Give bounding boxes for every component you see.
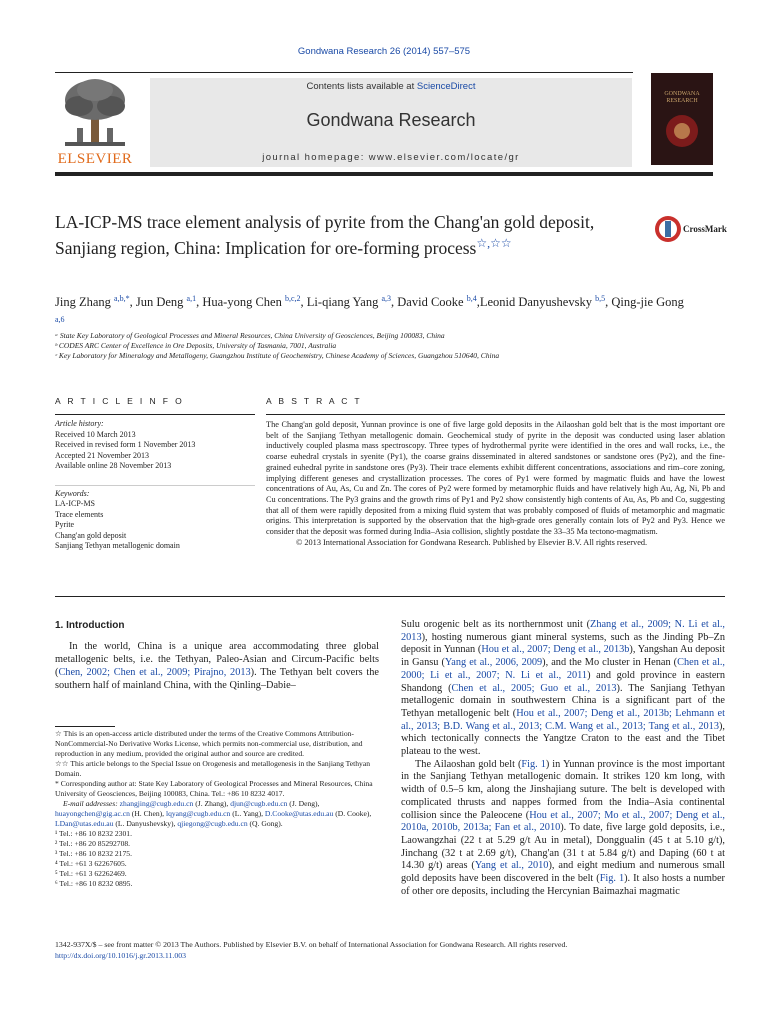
- text-run: Sulu orogenic belt as its northernmost unit (: [401, 619, 591, 630]
- author-affiliation-marker[interactable]: a,1: [186, 294, 197, 303]
- email-owner: (L. Danyushevsky),: [113, 819, 178, 828]
- intro-left-column: [55, 619, 379, 692]
- keyword: LA-ICP-MS: [55, 499, 96, 508]
- email-owner: (J. Zhang),: [193, 799, 231, 808]
- text-run: ) and gold province in eastern Shandong (: [401, 669, 725, 694]
- author-name[interactable]: Jun Deng: [135, 295, 184, 310]
- citation-link[interactable]: Hou et al., 2007; Deng et al., 2013b; Lehmann et al., 2013; B.D. Wang et al., 2013; C.M. Wang et al., 2013; Tang et al., 2013: [401, 707, 725, 732]
- article-info-divider: [55, 414, 255, 415]
- citation-link[interactable]: Chen et al., 2005; Guo et al., 2013: [451, 682, 617, 694]
- author-name[interactable]: Hua-yong Chen: [202, 295, 282, 310]
- email-owner: (D. Cooke),: [333, 809, 372, 818]
- text-run: ), hosting numerous giant mineral systems, such as the Jinding Pb–Zn deposit in Yunnan (: [401, 631, 725, 656]
- author-separator: ,: [391, 295, 398, 310]
- crossmark-badge[interactable]: [654, 215, 729, 245]
- footnote-tel: ⁵ Tel.: +61 3 62262469.: [55, 869, 127, 878]
- intro-paragraph: [55, 640, 379, 692]
- footnote-tel: ⁴ Tel.: +61 3 62267605.: [55, 859, 127, 868]
- author-affiliation-marker[interactable]: b,5: [595, 294, 606, 303]
- intro-right-column: [401, 619, 725, 898]
- history-revised: Received in revised form 1 November 2013: [55, 440, 196, 449]
- cover-art-icon: [651, 73, 713, 165]
- elsevier-wordmark: ELSEVIER: [57, 151, 133, 167]
- footnote-tel: ¹ Tel.: +86 10 8232 2301.: [55, 829, 132, 838]
- history-received: Received 10 March 2013: [55, 429, 136, 439]
- text-run: ), which tectonically connects the Yangtze Craton to the east and the Tibet plateau to the west.: [401, 720, 725, 758]
- header-divider: [55, 72, 633, 73]
- author-affiliation-marker[interactable]: a,b,*: [114, 294, 130, 303]
- abstract-divider: [266, 414, 725, 415]
- crossmark-icon: [654, 215, 682, 243]
- crossmark-label: CrossMark: [683, 224, 727, 234]
- author-separator: ,: [196, 295, 203, 310]
- author-list: [55, 290, 695, 332]
- affiliation-c: ᶜ Key Laboratory for Mineralogy and Metallogeny, Guangzhou Institute of Geochemistry, Chinese Academy of Sciences, Guangzhou 510640, China: [55, 351, 500, 360]
- email-owner: (J. Deng),: [287, 799, 320, 808]
- citation-link[interactable]: Yang et al., 2010: [474, 860, 549, 872]
- email-owner: (L. Yang),: [230, 809, 265, 818]
- footnote-tel: ⁶ Tel.: +86 10 8232 0895.: [55, 879, 133, 888]
- author-name[interactable]: Leonid Danyushevsky: [479, 295, 592, 310]
- author-separator: ,: [605, 295, 612, 310]
- author-separator: ,: [300, 295, 307, 310]
- keyword: Chang'an gold deposit: [55, 530, 127, 540]
- footnote-divider: [55, 726, 115, 727]
- abstract-body: [266, 420, 725, 548]
- citation-link[interactable]: Hou et al., 2007; Deng et al., 2013b: [481, 644, 630, 656]
- author-separator: ,: [476, 295, 480, 310]
- journal-citation[interactable]: Gondwana Research 26 (2014) 557–575: [297, 46, 471, 57]
- sciencedirect-link[interactable]: ScienceDirect: [416, 81, 476, 92]
- email-owner: (Q. Gong).: [247, 819, 283, 828]
- footnote-corresponding: * Corresponding author at: State Key Laboratory of Geological Processes and Mineral Resources, China University of Geosciences, Beijing 100083, China. Tel.: +86 10 8232 4017.: [55, 779, 373, 798]
- article-title-text: LA-ICP-MS trace element analysis of pyrite from the Chang'an gold deposit, Sanjiang region, China: Implication for ore-forming process: [55, 212, 595, 258]
- author-name[interactable]: David Cooke: [397, 295, 464, 310]
- affiliations: [55, 331, 655, 361]
- author-name[interactable]: Qing-jie Gong: [611, 295, 684, 310]
- title-footnote-marks[interactable]: ☆,☆☆: [476, 236, 512, 250]
- bottom-info: [55, 939, 725, 961]
- citation-link[interactable]: Chen et al., 2000; Li et al., 2007; N. Li et al., 2011: [401, 657, 725, 681]
- email-link[interactable]: D.Cooke@utas.edu.au: [264, 809, 334, 818]
- journal-homepage[interactable]: journal homepage: www.elsevier.com/locate/gr: [262, 152, 520, 163]
- footnote-tel: ³ Tel.: +86 10 8232 2175.: [55, 849, 132, 858]
- issn-line: 1342-937X/$ – see front matter © 2013 The Authors. Published by Elsevier B.V. on behalf of International Association for Gondwana Research. All rights reserved.: [55, 940, 568, 949]
- author-separator: ,: [129, 295, 136, 310]
- keyword: Pyrite: [55, 520, 75, 529]
- author-name[interactable]: Jing Zhang: [55, 295, 111, 310]
- text-run: ). The Tethyan belt covers the southern half of mainland China, with the Qinling–Dabie–: [55, 667, 379, 691]
- abstract-copyright: © 2013 International Association for Gondwana Research. Published by Elsevier B.V. All rights reserved.: [296, 537, 648, 547]
- history-accepted: Accepted 21 November 2013: [55, 450, 149, 460]
- journal-title: Gondwana Research: [306, 110, 476, 130]
- text-run: In the world, China is a unique area accommodating three global metallogenic belts, i.e. the Tethyan, Paleo-Asian and Circum-Pacific belts (: [55, 641, 379, 678]
- citation-link[interactable]: Chen, 2002; Chen et al., 2009; Pirajno, 2013: [58, 667, 251, 678]
- affiliation-a: ᵃ State Key Laboratory of Geological Processes and Mineral Resources, China University of Geosciences, Beijing 100083, China: [55, 331, 445, 340]
- text-run: The Ailaoshan gold belt (: [415, 758, 522, 770]
- email-link[interactable]: qjiegong@cugb.edu.cn: [177, 819, 248, 828]
- right-paragraph-1: [401, 619, 725, 759]
- doi-link[interactable]: http://dx.doi.org/10.1016/j.gr.2013.11.003: [55, 951, 187, 960]
- figure-link[interactable]: Fig. 1: [521, 758, 546, 770]
- author-affiliation-marker[interactable]: a,3: [381, 294, 392, 303]
- footnote-special-issue: ☆☆ This article belongs to the Special Issue on Orogenesis and metallogenesis in the Sanjiang Tethyan Domain.: [55, 759, 371, 778]
- email-label: E-mail addresses:: [63, 799, 120, 808]
- text-run: ). The Sanjiang Tethyan metallogenic domain in southwestern China is a significant part of the Tethyan metallogenic belt (: [401, 682, 725, 719]
- article-info-heading: A R T I C L E I N F O: [55, 396, 185, 406]
- article-title: [55, 212, 615, 259]
- email-link[interactable]: lqyang@cugb.edu.cn: [165, 809, 231, 818]
- footnotes: [55, 729, 380, 889]
- elsevier-tree-icon: [55, 76, 135, 150]
- footnote-emails: [55, 799, 380, 829]
- journal-cover-thumbnail[interactable]: [651, 73, 713, 165]
- author-affiliation-marker[interactable]: b,4: [466, 294, 477, 303]
- author-affiliation-marker[interactable]: a,6: [55, 315, 65, 325]
- elsevier-logo: [55, 76, 135, 168]
- text-run: ) in Yunnan province is the most important in the Sanjiang Tethyan metallogenic domain. It strikes 120 km long, with width of 0.5–5 km, along the Jinshajiang suture. The belt is developed with complicated thrusts and nappes formed from the India–Asia continental collision since the Paleocene (: [401, 758, 725, 821]
- keyword: Trace elements: [55, 509, 104, 519]
- footnote-open-access: ☆ This is an open-access article distributed under the terms of the Creative Commons Attribution-NonCommercial-No Derivative Works License, which permits non-commercial use, distribution, and reproduction in any medium, provided the original author and source are credited.: [55, 729, 363, 758]
- email-link[interactable]: LDan@utas.edu.au: [55, 819, 114, 828]
- abstract-heading: A B S T R A C T: [266, 396, 363, 406]
- text-run: ), Yangshan Au deposit in Gansu (: [401, 644, 725, 669]
- affiliation-b: ᵇ CODES ARC Center of Excellence in Ore Deposits, University of Tasmania, 7001, Australia: [55, 341, 337, 350]
- contents-prefix: Contents lists available at: [306, 81, 417, 92]
- figure-link[interactable]: Fig. 1: [599, 873, 625, 885]
- front-matter-divider: [55, 596, 725, 597]
- email-link[interactable]: djun@cugb.edu.cn: [230, 799, 288, 808]
- citation-link[interactable]: Yang et al., 2006, 2009: [444, 657, 543, 669]
- journal-banner: [150, 78, 632, 167]
- text-run: ), and the Mo cluster in Henan (: [542, 657, 678, 669]
- author-name[interactable]: Li-qiang Yang: [306, 295, 379, 310]
- cover-title: GONDWANA RESEARCH: [664, 91, 700, 104]
- author-affiliation-marker[interactable]: b,c,2: [284, 294, 301, 303]
- footnote-tel: ² Tel.: +86 20 85292708.: [55, 839, 131, 848]
- contents-line: [150, 81, 632, 92]
- email-owner: (H. Chen),: [129, 809, 166, 818]
- citation-link[interactable]: Zhang et al., 2009; N. Li et al., 2013: [401, 619, 725, 643]
- keywords-label: Keywords:: [55, 488, 90, 498]
- right-paragraph-2: [401, 759, 725, 899]
- citation-link[interactable]: Hou et al., 2007; Mo et al., 2007; Deng et al., 2010a, 2010b, 2013a; Fan et al., 2010: [401, 809, 725, 834]
- text-run: ). It also hosts a number of other ore deposits, including the Hercynian Baimazhai magmatic: [401, 873, 725, 897]
- article-info-separator: [55, 485, 255, 486]
- history-label: Article history:: [55, 419, 104, 428]
- text-run: ), and eight medium and numerous small gold deposits have been discovered in the belt (: [401, 860, 725, 885]
- text-run: ). To date, five large gold deposits, i.e., Laowangzhai (22 t at 5.29 g/t Au in metal), Donggualin (45 t at 5.10 g/t), Jinchang (32 t at 2.69 g/t), Chang'an (31 t at 5.84 g/t) and Daping (60 t at 14.30 g/t) areas (: [401, 822, 725, 872]
- header-thick-divider: [55, 172, 713, 176]
- history-online: Available online 28 November 2013: [55, 461, 172, 470]
- email-link[interactable]: huayongchen@gig.ac.cn: [55, 809, 130, 818]
- keyword: Sanjiang Tethyan metallogenic domain: [55, 541, 180, 550]
- intro-heading: 1. Introduction: [55, 620, 125, 631]
- email-link[interactable]: zhangjing@cugb.edu.cn: [119, 799, 194, 808]
- abstract-paragraph: The Chang'an gold deposit, Yunnan province is one of five large gold deposits in the Ailaoshan gold belt that is the most important ore belt of the Sanjiang Tethyan metallogenic domain. Geochemical study of pyrite in the deposit was conducted using laser ablation inductively coupled plasma mass spectroscopy. Three types of hydrothermal pyrite were identified in the ores and wall rocks, i.e., the coarse euhedral crystals in syenite (Py1), the coarse grains disseminated in altered sandstones or sandstone ores (Py2), and the fine-grained euhedral pyrite in sandstone ores (Py3). Their trace elements exhibit different concentrations, associations and rim–core zoning, implying different geneses and crystallization processes. The cores of Py1 were formed by magmatic fluids and have the lowest concentrations of Au, As, Cu and Zn. The cores of Py2 were formed by metamorphic fluids and have relatively high Au, Ag, Ni, Pb and Cu concentrations. The Py3 grains and the growth rims of Py1 and Py2 show consistently high contents of Au, As, Pb and Co, suggesting that all of them were rapidly deposited from a mixing fluid system that was probably composed of fluids of metamorphic and magmatic origins. This interpretation is supported by the observation that the high-grade ores generally contain lots of Py2 and Py3. Hence we consider that the deposit was formed during India–Asia collision, slightly postdate the 33–35 Ma tectono-magmatism.: [266, 420, 725, 537]
